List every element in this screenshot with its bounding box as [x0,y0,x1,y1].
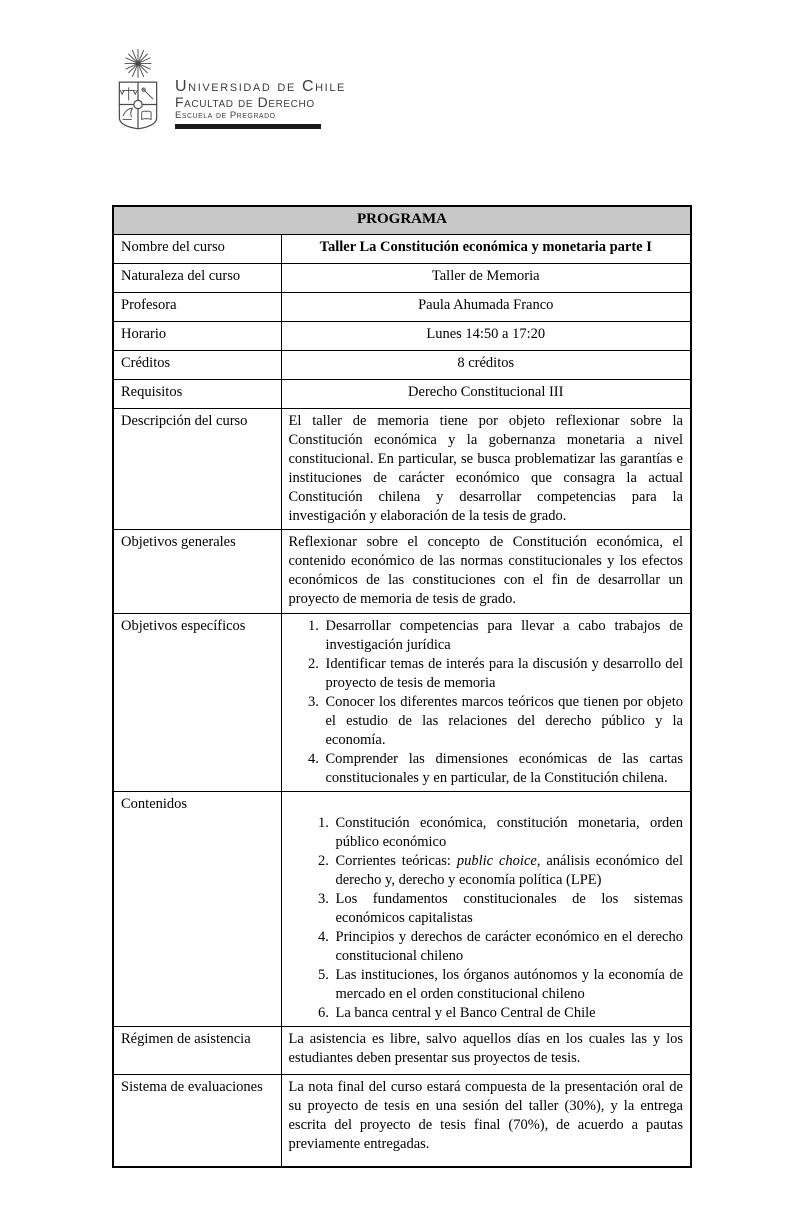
row-value: 8 créditos [281,351,691,380]
row-value: Paula Ahumada Franco [281,293,691,322]
row-label: Descripción del curso [113,409,281,530]
row-label: Objetivos específicos [113,614,281,792]
row-value: Taller de Memoria [281,264,691,293]
row-value [281,614,691,792]
table-row [113,235,691,264]
row-label: Régimen de asistencia [113,1027,281,1075]
row-value: Derecho Constitucional III [281,380,691,409]
list-item: 3. Los fundamentos constitucionales de los sistemas económicos capitalistas [333,890,684,928]
list-item: 3. Conocer los diferentes marcos teóricos que tienen por objeto el estudio de las relaciones del derecho público y la economía. [323,693,684,750]
list-item [333,852,684,890]
logo-underline-bar [175,124,321,129]
logo-school-name: Escuela de Pregrado [175,110,276,121]
row-label: Contenidos [113,792,281,1027]
table-title: PROGRAMA [113,206,691,235]
program-table [112,205,692,1168]
list-item: 4. Principios y derechos de carácter económico en el derecho constitucional chileno [333,928,684,966]
list-item: 2. Identificar temas de interés para la discusión y desarrollo del proyecto de tesis de memoria [323,655,684,693]
row-label: Nombre del curso [113,235,281,264]
table-row [113,530,691,614]
row-list [289,617,684,788]
row-label: Objetivos generales [113,530,281,614]
list-item: 6. La banca central y el Banco Central de Chile [333,1004,684,1023]
university-logo [110,45,346,137]
row-label: Créditos [113,351,281,380]
row-label: Horario [113,322,281,351]
row-value [281,792,691,1027]
row-label: Requisitos [113,380,281,409]
list-item: 1. Desarrollar competencias para llevar a cabo trabajos de investigación jurídica [323,617,684,655]
table-row [113,409,691,530]
row-value: Reflexionar sobre el concepto de Constitución económica, el contenido económico de las normas constitucionales y los efectos económicos de las constituciones con el fin de desarrollar un proyecto de memoria de tesis de grado. [281,530,691,614]
row-value: Taller La Constitución económica y monetaria parte I [281,235,691,264]
row-value: La asistencia es libre, salvo aquellos días en los cuales las y los estudiantes deben presentar sus proyectos de tesis. [281,1027,691,1075]
table-row [113,1027,691,1075]
table-row [113,264,691,293]
table-row [113,380,691,409]
table-row [113,1075,691,1167]
row-label: Naturaleza del curso [113,264,281,293]
list-item: 5. Las instituciones, los órganos autónomos y la economía de mercado en el orden constitucional chileno [333,966,684,1004]
italic-text-run: public choice [456,853,537,869]
row-label: Sistema de evaluaciones [113,1075,281,1167]
table-header-row [113,206,691,235]
row-value: La nota final del curso estará compuesta de la presentación oral de su proyecto de tesis en una sesión del taller (30%), y la entrega escrita del proyecto de tesis final (70%), de acuerdo a pautas previamente entregadas. [281,1075,691,1167]
table-row [113,351,691,380]
text-run: , análisis económico del derecho y, derecho y economía política (LPE) [335,853,683,888]
table-row [113,322,691,351]
text-run: Corrientes teóricas: [335,853,457,869]
list-item: 4. Comprender las dimensiones económicas de las cartas constitucionales y en particular, de la Constitución chilena. [323,750,684,788]
table-row [113,792,691,1027]
logo-university-name: Universidad de Chile [175,78,346,95]
table-row [113,293,691,322]
logo-faculty-name: Facultad de Derecho [175,94,315,110]
row-value: El taller de memoria tiene por objeto reflexionar sobre la Constitución económica y la gobernanza monetaria a nivel constitucional. En particular, se busca problematizar las garantías e instituciones de carácter económico que consagra la actual Constitución chilena y desarrollar competencias para la investigación y elaboración de la tesis de grado. [281,409,691,530]
row-value: Lunes 14:50 a 17:20 [281,322,691,351]
table-row [113,614,691,792]
row-list [289,814,684,1023]
university-crest-icon [110,45,166,137]
logo-text-block [175,45,346,137]
row-label: Profesora [113,293,281,322]
list-item: 1. Constitución económica, constitución monetaria, orden público económico [333,814,684,852]
